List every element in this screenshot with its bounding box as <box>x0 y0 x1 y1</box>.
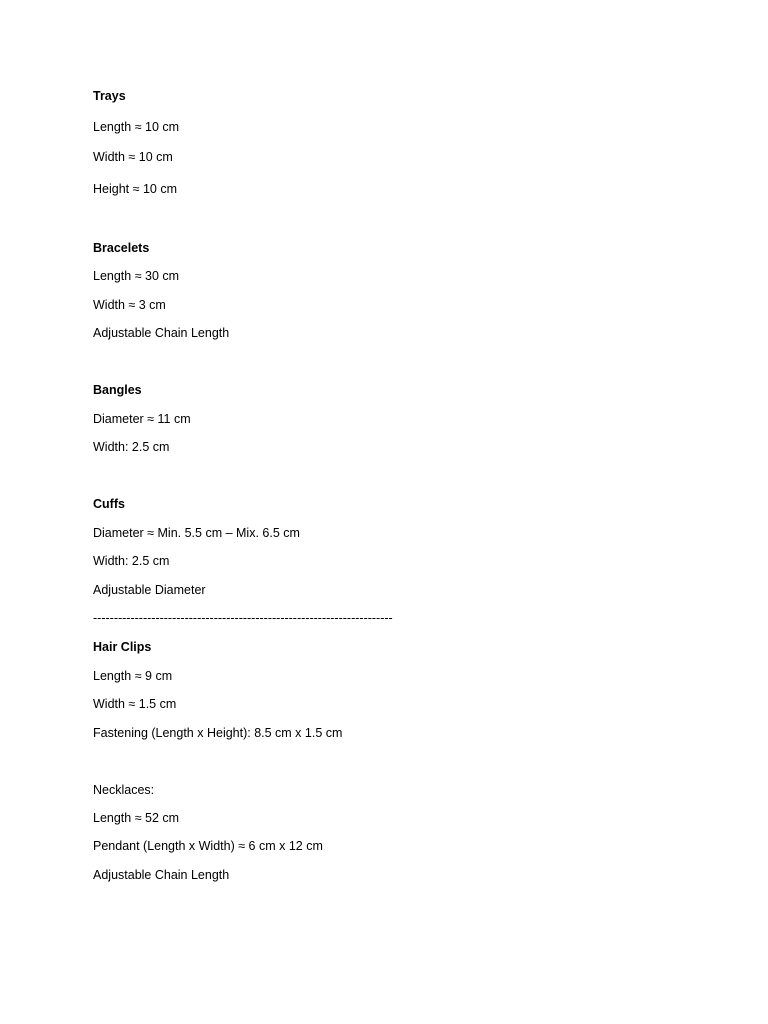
section-heading-trays: Trays <box>93 89 126 103</box>
spec-line: Width ≈ 3 cm <box>93 298 166 312</box>
spec-line: Width: 2.5 cm <box>93 440 170 454</box>
spec-line: Adjustable Chain Length <box>93 326 230 340</box>
spec-line: Pendant (Length x Width) ≈ 6 cm x 12 cm <box>93 839 323 853</box>
spec-line: Length ≈ 10 cm <box>93 120 180 134</box>
spec-line: Adjustable Diameter <box>93 583 206 597</box>
section-heading-hair-clips: Hair Clips <box>93 640 152 654</box>
spec-line: Length ≈ 52 cm <box>93 811 180 825</box>
section-heading-necklaces: Necklaces: <box>93 783 155 797</box>
spec-line: Width: 2.5 cm <box>93 554 170 568</box>
spec-line: Height ≈ 10 cm <box>93 182 177 196</box>
section-heading-cuffs: Cuffs <box>93 497 125 511</box>
spec-line: Length ≈ 30 cm <box>93 269 180 283</box>
dashed-divider: ------------------------------------------------------------------------ <box>93 611 393 625</box>
section-heading-bracelets: Bracelets <box>93 241 150 255</box>
spec-line: Length ≈ 9 cm <box>93 669 173 683</box>
spec-line: Adjustable Chain Length <box>93 868 230 882</box>
spec-line: Fastening (Length x Height): 8.5 cm x 1.5 cm <box>93 726 343 740</box>
spec-line: Width ≈ 10 cm <box>93 150 173 164</box>
section-heading-bangles: Bangles <box>93 383 142 397</box>
spec-line: Diameter ≈ 11 cm <box>93 412 191 426</box>
spec-line: Diameter ≈ Min. 5.5 cm – Mix. 6.5 cm <box>93 526 300 540</box>
spec-line: Width ≈ 1.5 cm <box>93 697 177 711</box>
